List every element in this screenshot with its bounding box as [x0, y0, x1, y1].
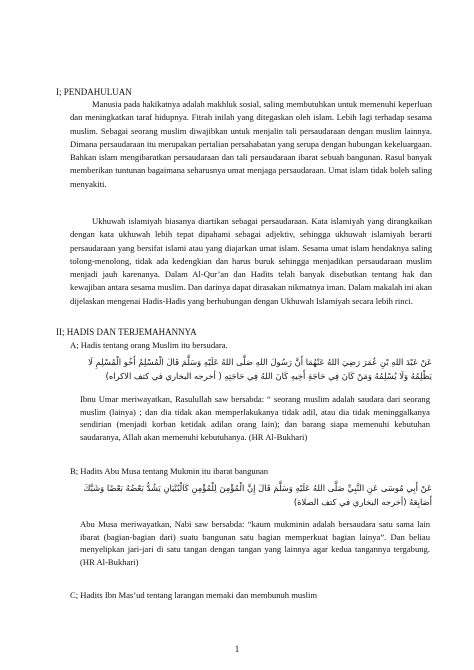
hadis-a-translation: Ibnu Umar meriwayatkan, Rasulullah saw bersabda: “ seorang muslim adalah saudara dari seorang muslim (lainya) ; dan dia tidak akan memperlakukanya tidak adil, atau dia tidak meninggalkanya sendirian (menjadi korban ketidak adilan orang lain); dan barang siapa memenuhi kebutuhan saudaranya, Allah akan memenuhi kebutuhanya. (HR Al-Bukhari) — [80, 394, 430, 442]
section-heading-pendahuluan: I; PENDAHULUAN — [56, 87, 132, 97]
hadis-a-title: A; Hadis tentang orang Muslim itu bersudara. — [70, 340, 228, 350]
intro-paragraph-1: Manusia pada hakikatnya adalah makhluk sosial, saling membutuhkan untuk memenuhi keperluan dan meningkatkan taraf hidupnya. Fitrah inilah yang ditegaskan oleh islam. Lebih lagi terhadap sesama muslim. Sebagai seorang muslim diwajibkan untuk menjalin tali persaudaraan dengan muslim lainnya. Dimana persaudaraan itu merupakan pertalian persahabatan yang serupa dengan hubungan kekeluargaan. Bahkan islam mengibaratkan persaudaraan dan tali persaudaraan ibarat sebuah bangunan. Rasul banyak memberikan tuntunan bagaimana seharusnya umat menjaga persaudaraan. Umat islam tidak boleh saling menyakiti. — [70, 99, 432, 189]
intro-paragraph-2: Ukhuwah islamiyah biasanya diartikan sebagai persaudaraan. Kata islamiyah yang dirangkaikan dengan kata ukhuwah lebih tepat dipahami sebagai adjektiv, sehingga ukhuwah islamiyah berarti persaudaraan yang bersifat islami atau yang diajarkan umat islam. Sesama umat islam hendaknya saling tolong-menolong, tidak ada kedengkian dan harus buruk sehingga menjadikan persaudaraan muslim menjadi jauh karenanya. Dalam Al-Qur’an dan Hadits telah banyak disebutkan tentang hak dan kewajiban antara sesama muslim. Dan darinya dapat dirasakan nikmatnya iman. Dalam makalah ini akan dijelaskan mengenai Hadis-Hadis yang berhubungan dengan Ukhuwah Islamiyah secara lebih rinci. — [70, 216, 432, 306]
page-number: 1 — [234, 644, 240, 654]
hadis-b-arabic: عَنْ أَبِي مُوسَى عَنِ النَّبِيِّ صَلَّى اللهُ عَلَيْهِ وَسَلَّمَ قَالَ إِنَّ الْمُؤْمِنَ لِلْمُؤْمِنِ كَالْبُنْيَانِ يَشُدُّ بَعْضُهُ بَعْضًا وَشَبَّكَ أَصَابِعَهُ (أخرجه البخاري في كتف الصلاة) — [83, 483, 432, 507]
section-heading-hadis: II; HADIS DAN TERJEMAHANNYA — [56, 327, 197, 337]
hadis-c-title: C; Hadits Ibn Mas’ud tentang larangan memaki dan membunuh muslim — [70, 590, 318, 600]
hadis-b-translation: Abu Musa meriwayatkan, Nabi saw bersabda: “kaum mukminin adalah bersaudara satu sama lain ibarat (bagian-bagian dari) suatu bangunan satu bagian memperkuat bagian lainya”. Dan beliau menyelipkan jari-jari di satu tangan dengan tangan yang lainnya agar kedua tangannya tergabung. (HR Al-Bukhari) — [80, 519, 430, 567]
hadis-a-arabic: عَنْ عَبْدَ اللهِ بْنِ عُمَرَ رَضِيَ اللهُ عَنْهُمَا أَنَّ رَسُولَ اللهِ صَلَّى اللهُ عَلَيْهِ وَسَلَّمَ قَالَ الْمُسْلِمُ أَخُو الْمُسْلِمِ لَا يَظْلِمُهُ وَلَا يُسْلِمُهُ وَمَنْ كَانَ فِي حَاجَةِ أَخِيهِ كَانَ اللهُ فِي حَاجَتِهِ ( أخرجه البخاري في كتف الاكراه) — [88, 357, 432, 381]
hadis-b-title: B; Hadits Abu Musa tentang Mukmin itu ibarat bangunan — [70, 466, 269, 476]
